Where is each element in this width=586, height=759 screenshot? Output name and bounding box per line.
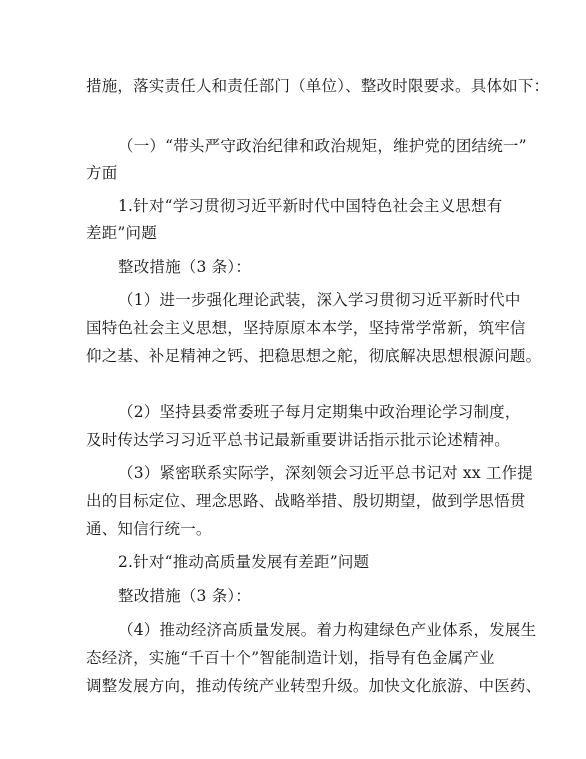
paragraph-line: 通、知信行统一。: [86, 520, 212, 538]
paragraph-line: 仰之基、补足精神之钙、把稳思想之舵，彻底解决思想根源问题。: [86, 347, 542, 365]
section-heading-line: 方面: [86, 164, 118, 182]
paragraph-line: 调整发展方向，推动传统产业转型升级。加快文化旅游、中医药、: [86, 677, 542, 695]
item-heading-line: 差距”问题: [86, 224, 157, 242]
measures-heading: 整改措施（3 条）：: [118, 258, 252, 276]
measures-heading: 整改措施（3 条）：: [118, 587, 252, 605]
paragraph-line: 出的目标定位、理念思路、战略举措、殷切期望，做到学思悟贯: [86, 492, 526, 510]
paragraph-line: 国特色社会主义思想，坚持原原本本学，坚持常学常新，筑牢信: [86, 319, 526, 337]
paragraph-line: （4）推动经济高质量发展。着力构建绿色产业体系，发展生: [118, 621, 537, 639]
paragraph-line: （3）紧密联系实际学，深刻领会习近平总书记对 xx 工作提: [118, 464, 534, 482]
paragraph-line: （2）坚持县委常委班子每月定期集中政治理论学习制度，: [118, 403, 521, 421]
paragraph-line: 措施，落实责任人和责任部门（单位）、整改时限要求。具体如下：: [86, 77, 550, 95]
item-heading-line: 2.针对“推动高质量发展有差距”问题: [118, 553, 370, 571]
paragraph-line: 及时传达学习习近平总书记最新重要讲话指示批示论述精神。: [86, 431, 510, 449]
paragraph-line: 态经济，实施“千百十个”智能制造计划，指导有色金属产业: [86, 649, 495, 667]
item-heading-line: 1.针对“学习贯彻习近平新时代中国特色社会主义思想有: [118, 197, 503, 215]
section-heading-line: （一）“带头严守政治纪律和政治规矩，维护党的团结统一”: [118, 137, 527, 155]
paragraph-line: （1）进一步强化理论武装，深入学习贯彻习近平新时代中: [118, 291, 521, 309]
